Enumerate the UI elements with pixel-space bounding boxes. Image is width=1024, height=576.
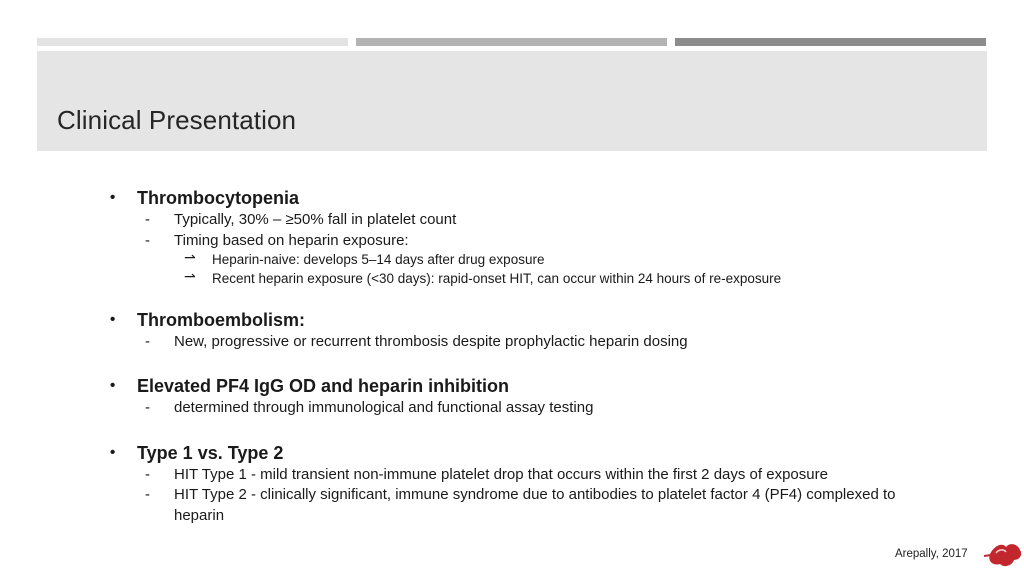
slide-title: Clinical Presentation (57, 105, 297, 135)
sub-sub-item-text: Recent heparin exposure (<30 days): rapid-onset HIT, can occur within 24 hours of re-exposure (212, 271, 782, 286)
bullet-heading: Thrombocytopenia (137, 188, 300, 208)
citation: Arepally, 2017 (895, 548, 968, 560)
sub-item-text: heparin (174, 507, 225, 524)
dash-marker: - (145, 399, 150, 416)
harpoon-arrow-icon: ⇀ (184, 268, 196, 284)
bullet-dot: • (110, 311, 116, 328)
sub-sub-item-text: Heparin-naive: develops 5–14 days after drug exposure (212, 252, 545, 267)
red-cell-logo-icon (984, 538, 1024, 572)
sub-item-text: HIT Type 1 - mild transient non-immune platelet drop that occurs within the first 2 days of exposure (174, 466, 828, 483)
dash-marker: - (145, 333, 150, 350)
harpoon-arrow-icon: ⇀ (184, 249, 196, 265)
sub-item-text: HIT Type 2 - clinically significant, immune syndrome due to antibodies to platelet factor 4 (PF4) complexed to (174, 486, 896, 503)
bullet-heading: Type 1 vs. Type 2 (137, 443, 284, 463)
dash-marker: - (145, 486, 150, 503)
bullet-heading: Elevated PF4 IgG OD and heparin inhibition (137, 376, 510, 396)
bullet-dot: • (110, 377, 116, 394)
dash-marker: - (145, 232, 150, 249)
bullet-dot: • (110, 189, 116, 206)
dash-marker: - (145, 466, 150, 483)
bullet-heading: Thromboembolism: (137, 310, 306, 330)
sub-item-text: New, progressive or recurrent thrombosis despite prophylactic heparin dosing (174, 333, 688, 350)
sub-item-text: determined through immunological and functional assay testing (174, 399, 594, 416)
sub-item-text: Timing based on heparin exposure: (174, 232, 409, 249)
dash-marker: - (145, 211, 150, 228)
sub-item-text: Typically, 30% – ≥50% fall in platelet count (174, 211, 457, 228)
bullet-dot: • (110, 444, 116, 461)
